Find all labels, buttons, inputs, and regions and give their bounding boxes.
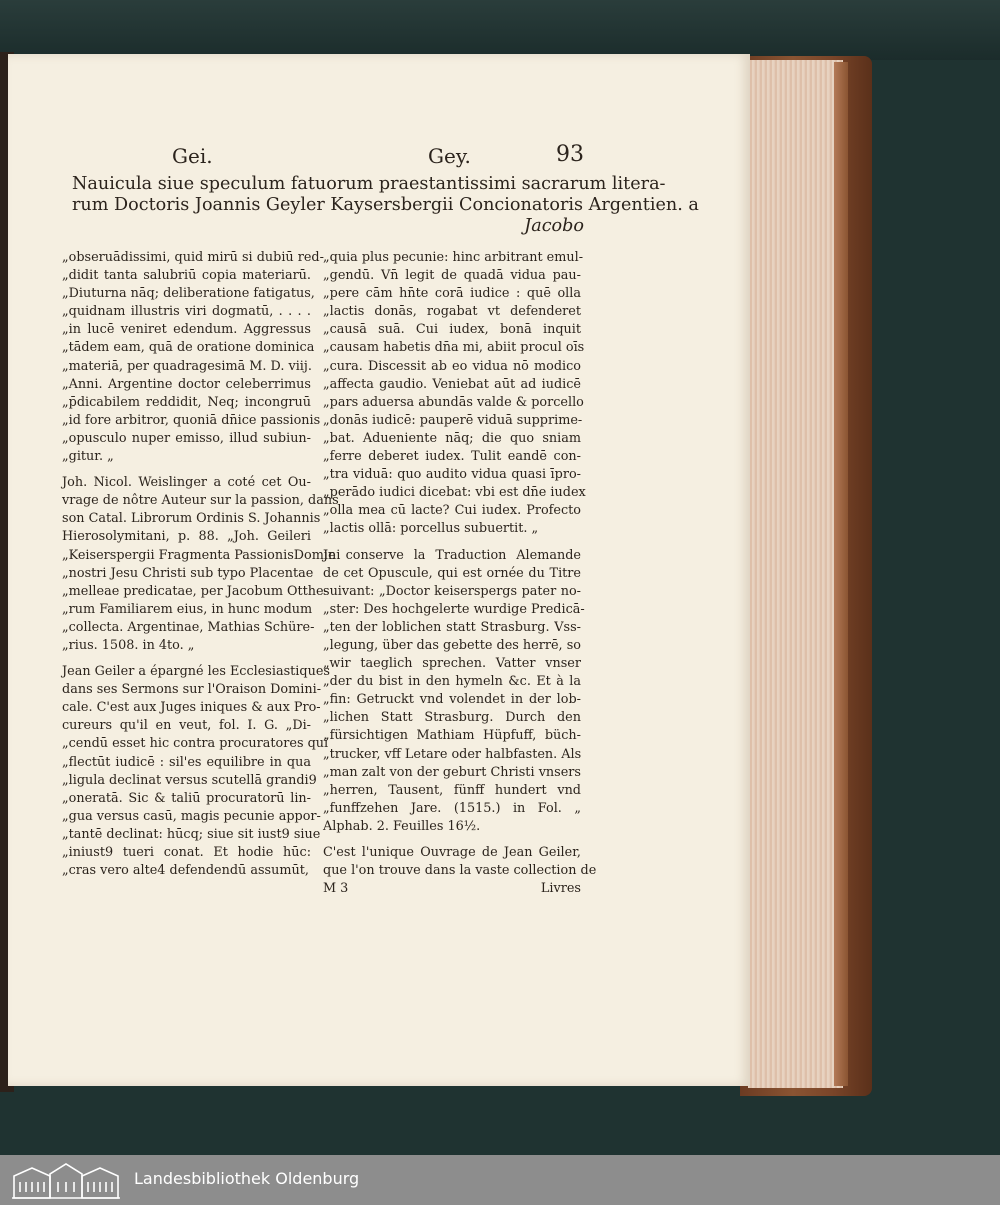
left-column-line: „oneratā. Sic & taliū procuratorū lin- [62, 790, 311, 806]
paragraph-gap [62, 466, 311, 474]
left-column-line: „cendū esset hic contra procuratores qui [62, 736, 329, 752]
right-column-line: „pere cām hn̄te corā iudice : quē olla [323, 286, 581, 302]
paragraph-gap [323, 836, 581, 844]
right-column-line: Je conserve la Traduction Alemande [323, 547, 581, 563]
left-column [62, 249, 341, 880]
right-column-line: „lactis ollā: porcellus subuertit. „ [323, 521, 539, 537]
left-column-line: vrage de nôtre Auteur sur la passion, dans [62, 493, 339, 509]
right-column-line: „der du bist in den hymeln &c. Et à la [323, 674, 581, 690]
left-column-line: Hierosolymitani, p. 88. „Joh. Geileri [62, 529, 311, 545]
signature-mark: M 3 [323, 881, 349, 897]
right-column-line: „lactis donās, rogabat vt defenderet [323, 304, 581, 320]
right-column-line: „ferre deberet iudex. Tulit eandē con- [323, 449, 581, 465]
left-column-line: cale. C'est aux Juges iniques & aux Pro- [62, 700, 321, 716]
right-column-line: que l'on trouve dans la vaste collection de [323, 863, 597, 879]
right-column-line: „tra viduā: quo audito vidua quasi īpro- [323, 467, 581, 483]
left-column-line: „nostri Jesu Christi sub typo Placentae [62, 565, 314, 581]
right-column-line: „olla mea cū lacte? Cui iudex. Profecto [323, 503, 581, 519]
left-column-line: „rum Familiarem eius, in hunc modum [62, 601, 313, 617]
right-column-line: „fin: Getruckt vnd volendet in der lob- [323, 692, 581, 708]
background-top [0, 0, 1000, 60]
left-column-line: son Catal. Librorum Ordinis S. Johannis [62, 511, 321, 527]
left-column-line: „ligula declinat versus scutellā grandi9 [62, 772, 317, 788]
left-column-line: „cras vero alte4 defendendū assumūt, [62, 863, 309, 879]
right-column-line: „gendū. Vn̄ legit de quadā vidua pau- [323, 268, 581, 284]
page-catchword: Livres [540, 881, 581, 897]
right-column-line: „trucker, vff Letare oder halbfasten. Als [323, 746, 582, 762]
right-column-line: „legung, über das gebette des herrē, so [323, 637, 581, 653]
right-column-line: de cet Opuscule, qui est ornée du Titre [323, 565, 581, 581]
left-column-line: „id fore arbitror, quoniā dn̄ice passionis [62, 412, 321, 428]
right-column-line: „affecta gaudio. Veniebat aūt ad iudicē [323, 376, 581, 392]
left-column-line: „opusculo nuper emisso, illud subiun- [62, 430, 311, 446]
left-column-line: „tantē declinat: hūcq; siue sit iust9 siue [62, 826, 321, 842]
right-column-line: „pars aduersa abundās valde & porcello [323, 394, 584, 410]
left-column-line: Joh. Nicol. Weislinger a coté cet Ou- [62, 475, 311, 491]
right-column-line: „fürsichtigen Mathiam Hüpfuff, büch- [323, 728, 581, 744]
right-column-line: „funffzehen Jare. (1515.) in Fol. „ [323, 800, 581, 816]
left-column-line: „gitur. „ [62, 449, 114, 465]
library-name: Landesbibliothek Oldenburg [134, 1169, 360, 1188]
right-column-line: „man zalt von der geburt Christi vnsers [323, 764, 581, 780]
left-column-line: „gua versus casū, magis pecunie appor- [62, 808, 321, 824]
left-column-line: „rius. 1508. in 4to. „ [62, 637, 195, 653]
left-column-line: „p̄dicabilem reddidit, Neq; incongruū [62, 394, 311, 410]
left-column-line: „Diuturna nāq; deliberatione fatigatus, [62, 286, 315, 302]
right-column-line: „donās iudicē: pauperē viduā supprime- [323, 412, 583, 428]
right-column-line: „herren, Tausent, fünff hundert vnd [323, 782, 581, 798]
right-column-line: „lichen Statt Strasburg. Durch den [323, 710, 581, 726]
right-column-line: C'est l'unique Ouvrage de Jean Geiler, [323, 845, 581, 860]
running-head-left: Gei. [172, 144, 213, 168]
right-column-line: „cura. Discessit ab eo vidua nō modico [323, 358, 581, 374]
title-catchword: Jacobo [524, 216, 584, 236]
left-column-line: „collecta. Argentinae, Mathias Schüre- [62, 619, 315, 635]
right-column [323, 249, 597, 898]
left-column-line: „melleae predicatae, per Jacobum Otthe- [62, 583, 328, 599]
left-column-line: „tādem eam, quā de oratione dominica [62, 340, 315, 356]
right-column-line: „ster: Des hochgelerte wurdige Predicā- [323, 601, 585, 617]
title-line: rum Doctoris Joannis Geyler Kaysersbergii Concionatoris Argentien. a [72, 195, 699, 215]
right-column-line: „quia plus pecunie: hinc arbitrant emul- [323, 250, 584, 265]
page-number: 93 [556, 142, 584, 167]
page-fore-edge [748, 60, 843, 1088]
right-column-line: Alphab. 2. Feuilles 16½. [323, 818, 481, 834]
left-column-line: „materiā, per quadragesimā M. D. viij. [62, 358, 312, 374]
right-column-line: „wir taeglich sprechen. Vatter vnser [323, 656, 581, 672]
paragraph-gap [62, 655, 311, 663]
left-column-line: „in lucē veniret edendum. Aggressus [62, 322, 311, 338]
left-column-line: „obseruādissimi, quid mirū si dubiū red- [62, 250, 324, 265]
right-column-line: „causam habetis dn̄a mi, abiit procul oīs [323, 340, 585, 356]
running-head-center: Gey. [428, 144, 471, 168]
right-column-line: „bat. Adueniente nāq; die quo sniam [323, 430, 581, 446]
left-column-line: „didit tanta salubriū copia materiarū. [62, 268, 311, 284]
left-column-line: dans ses Sermons sur l'Oraison Domini- [62, 682, 322, 698]
library-building-icon [10, 1160, 122, 1200]
left-column-line: „quidnam illustris viri dogmatū, . . . . [62, 304, 311, 320]
left-column-line: Jean Geiler a épargné les Ecclesiastiques [62, 664, 330, 680]
left-column-line: „Keiserspergii Fragmenta PassionisDomini [62, 547, 341, 563]
entry-title [72, 174, 699, 237]
right-column-line: „ten der loblichen statt Strasburg. Vss- [323, 619, 581, 635]
page-footer [323, 880, 581, 898]
left-column-line: „Anni. Argentine doctor celeberrimus [62, 376, 311, 392]
right-column-line: „causā suā. Cui iudex, bonā inquit [323, 322, 581, 338]
fore-edge-shade [834, 62, 848, 1086]
right-column-line: suivant: „Doctor keiserspergs pater no- [323, 583, 581, 599]
paragraph-gap [323, 539, 581, 547]
left-column-line: cureurs qu'il en veut, fol. I. G. „Di- [62, 718, 311, 734]
left-column-line: „iniust9 tueri conat. Et hodie hūc: [62, 845, 311, 860]
right-column-line: „perādo iudici dicebat: vbi est dn̄e iudex [323, 485, 586, 501]
title-line: Nauicula siue speculum fatuorum praestantissimi sacrarum litera- [72, 174, 666, 194]
left-column-line: „flectūt iudicē : sil'es equilibre in qua [62, 754, 311, 770]
